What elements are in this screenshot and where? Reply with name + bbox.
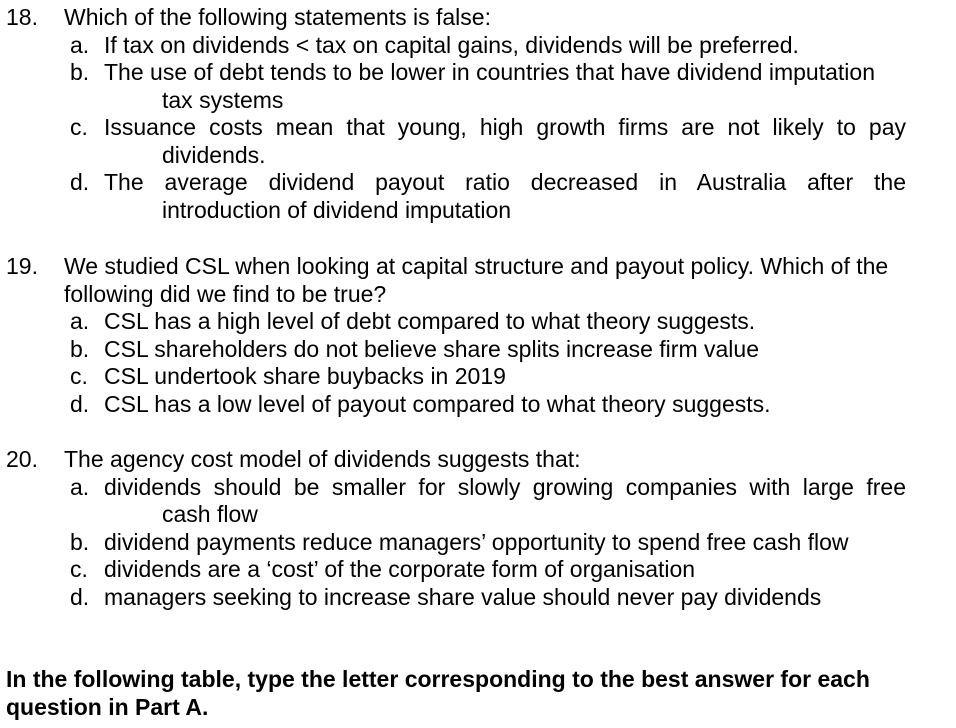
option-text: The average dividend payout ratio decreased in Australia after the — [104, 169, 906, 195]
option-letter: a. — [70, 473, 90, 500]
option-text-continuation: dividends. — [162, 141, 266, 168]
option-d — [0, 169, 956, 197]
table-instruction: In the following table, type the letter corresponding to the best answer for each question in Part A. — [6, 666, 870, 720]
option-text: CSL has a low level of payout compared to what theory suggests. — [104, 390, 771, 417]
option-letter: c. — [70, 114, 88, 140]
option-c — [0, 556, 956, 584]
option-text-continuation: cash flow — [162, 501, 258, 527]
option-text-continuation: introduction of dividend imputation — [162, 196, 512, 223]
option-c — [0, 363, 956, 391]
option-a-continuation — [0, 501, 956, 529]
option-letter: c. — [70, 556, 88, 582]
option-text: The use of debt tends to be lower in countries that have dividend imputation — [104, 59, 875, 85]
option-text: Issuance costs mean that young, high growth firms are not likely to pay — [104, 114, 906, 140]
option-letter: d. — [70, 583, 90, 610]
option-letter: d. — [70, 169, 90, 195]
option-letter: d. — [70, 390, 90, 417]
option-c — [0, 114, 956, 142]
option-text-continuation: tax systems — [162, 86, 284, 113]
option-letter: b. — [70, 335, 90, 362]
option-letter: c. — [70, 363, 88, 389]
question-20 — [0, 446, 956, 611]
question-number: 18. — [6, 4, 38, 30]
option-text: If tax on dividends < tax on capital gains, dividends will be preferred. — [104, 31, 799, 58]
question-18 — [0, 4, 956, 224]
option-letter: b. — [70, 528, 90, 555]
question-19 — [0, 253, 956, 418]
option-d — [0, 584, 956, 612]
option-c-continuation — [0, 142, 956, 170]
option-letter: b. — [70, 59, 90, 85]
question-stem-line — [0, 4, 956, 32]
option-d — [0, 391, 956, 419]
option-text: managers seeking to increase share value should never pay dividends — [104, 583, 822, 610]
option-b-continuation — [0, 87, 956, 115]
question-number: 20. — [6, 446, 38, 472]
question-stem: following did we find to be true? — [64, 280, 387, 307]
question-stem-line — [0, 253, 956, 281]
option-letter: a. — [70, 308, 90, 334]
option-a — [0, 474, 956, 502]
option-a — [0, 32, 956, 60]
option-text: CSL shareholders do not believe share splits increase firm value — [104, 335, 759, 362]
question-stem: We studied CSL when looking at capital structure and payout policy. Which of the — [64, 253, 889, 279]
question-stem-line — [0, 446, 956, 474]
question-stem: The agency cost model of dividends suggests that: — [64, 446, 581, 472]
option-text: dividend payments reduce managers’ opportunity to spend free cash flow — [104, 528, 849, 555]
option-b — [0, 59, 956, 87]
option-text: dividends should be smaller for slowly growing companies with large free — [104, 473, 906, 500]
option-letter: a. — [70, 31, 90, 58]
option-d-continuation — [0, 197, 956, 225]
option-a — [0, 308, 956, 336]
question-stem: Which of the following statements is false: — [64, 4, 491, 30]
option-text: CSL has a high level of debt compared to what theory suggests. — [104, 308, 756, 334]
option-b — [0, 529, 956, 557]
question-stem-line — [0, 281, 956, 309]
option-text: CSL undertook share buybacks in 2019 — [104, 363, 506, 389]
question-number: 19. — [6, 253, 38, 279]
option-b — [0, 336, 956, 364]
option-text: dividends are a ‘cost’ of the corporate form of organisation — [104, 556, 696, 582]
